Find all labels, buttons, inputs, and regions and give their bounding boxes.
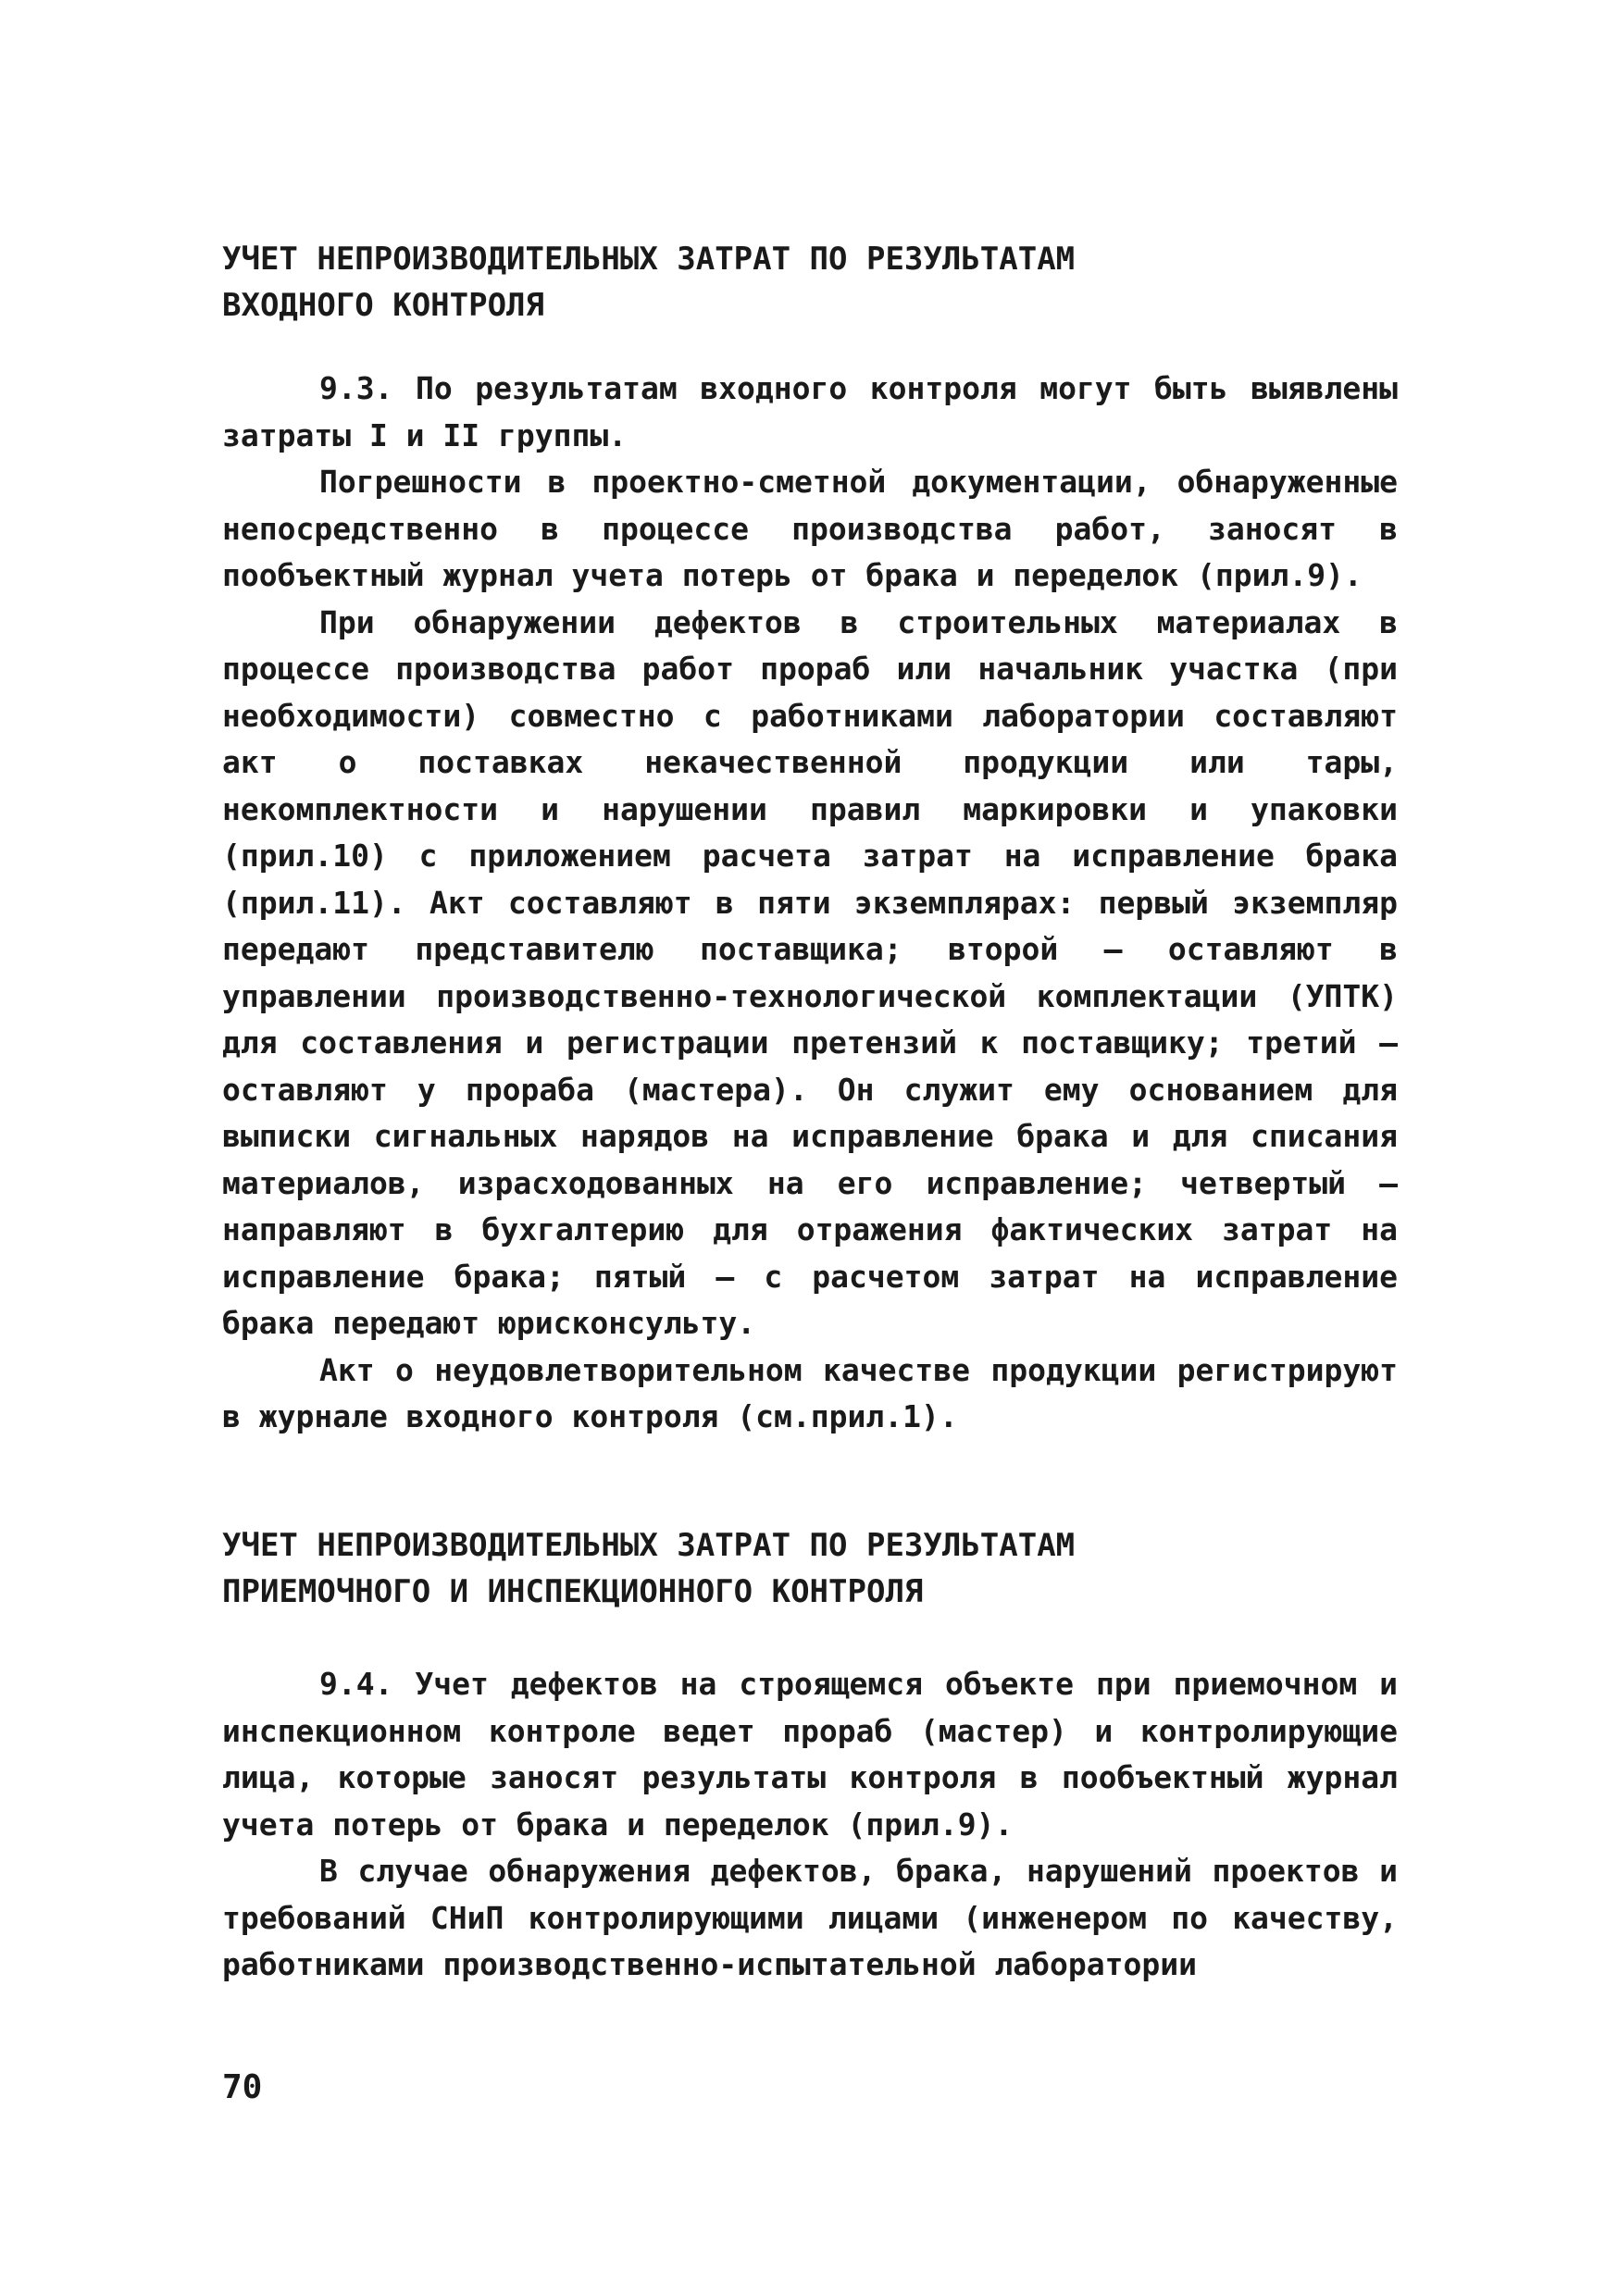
- heading-line: ВХОДНОГО КОНТРОЛЯ: [222, 287, 544, 324]
- section-heading-incoming-control: [222, 236, 1075, 329]
- section-incoming-control-body: [222, 366, 1398, 1441]
- paragraph: 9.4. Учет дефектов на строящемся объекте при приемочном и инспекционном контроле ведет прораб (мастер) и контролирующие лица, которые заносят результаты контроля в пообъектный журнал учета потерь от брака и переделок (прил.9).: [222, 1666, 1398, 1843]
- document-page: [222, 0, 1407, 2296]
- paragraph: В случае обнаружения дефектов, брака, нарушений проектов и требований СНиП контролирующими лицами (инженером по качеству, работниками производственно-испытательной лаборатории: [222, 1853, 1398, 1982]
- section-acceptance-control-body: [222, 1661, 1398, 1989]
- heading-line: ПРИЕМОЧНОГО И ИНСПЕКЦИОННОГО КОНТРОЛЯ: [222, 1573, 924, 1610]
- paragraph: При обнаружении дефектов в строительных материалах в процессе производства работ прораб или начальник участка (при необходимости) совместно с работниками лаборатории составляют акт о поставках некачественной продукции или тары, некомплектности и нарушении правил маркировки и упаковки (прил.10) с приложением расчета затрат на исправление брака (прил.11). Акт составляют в пяти экземплярах: первый экземпляр передают представителю поставщика; второй – оставляют в управлении производственно-технологической комплектации (УПТК) для составления и регистрации претензий к поставщику; третий – оставляют у прораба (мастера). Он служит ему основанием для выписки сигнальных нарядов на исправление брака и для списания материалов, израсходованных на его исправление; четвертый – направляют в бухгалтерию для отражения фактических затрат на исправление брака; пятый – с расчетом затрат на исправление брака передают юрисконсульту.: [222, 603, 1398, 1341]
- paragraph: Акт о неудовлетворительном качестве продукции регистрируют в журнале входного контроля (см.прил.1).: [222, 1351, 1398, 1434]
- page-number: 70: [222, 2068, 263, 2106]
- section-heading-acceptance-control: [222, 1522, 1075, 1615]
- paragraph: Погрешности в проектно-сметной документации, обнаруженные непосредственно в процессе производства работ, заносят в пообъектный журнал учета потерь от брака и переделок (прил.9).: [222, 464, 1398, 593]
- paragraph: 9.3. По результатам входного контроля могут быть выявлены затраты I и II группы.: [222, 370, 1398, 453]
- heading-line: УЧЕТ НЕПРОИЗВОДИТЕЛЬНЫХ ЗАТРАТ ПО РЕЗУЛЬТАТАМ: [222, 241, 1076, 278]
- heading-line: УЧЕТ НЕПРОИЗВОДИТЕЛЬНЫХ ЗАТРАТ ПО РЕЗУЛЬТАТАМ: [222, 1527, 1076, 1564]
